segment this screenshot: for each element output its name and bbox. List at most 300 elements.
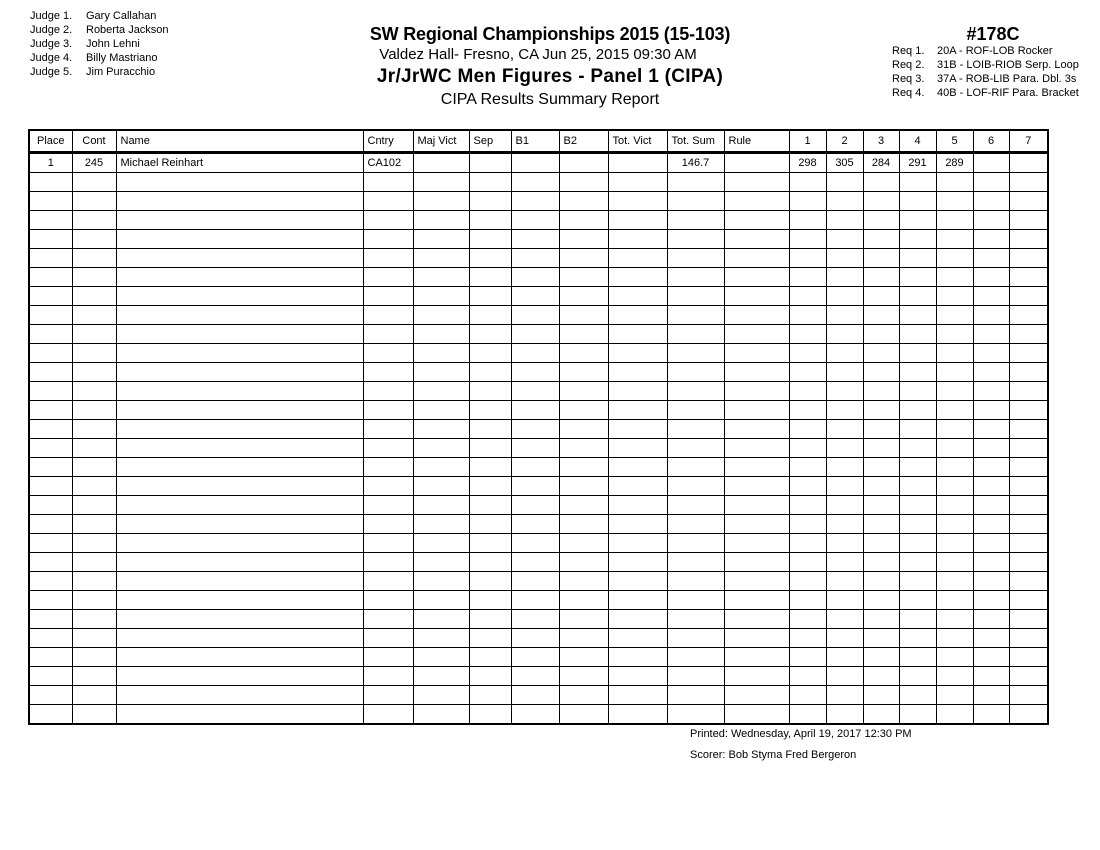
table-cell — [469, 230, 511, 249]
table-cell — [667, 686, 724, 705]
table-cell — [511, 648, 559, 667]
table-cell — [413, 306, 469, 325]
table-cell — [899, 629, 936, 648]
table-cell — [936, 686, 973, 705]
table-cell — [469, 401, 511, 420]
table-cell — [469, 686, 511, 705]
table-cell — [363, 382, 413, 401]
table-cell — [899, 686, 936, 705]
table-cell — [29, 306, 72, 325]
table-cell — [899, 458, 936, 477]
table-cell — [116, 477, 363, 496]
table-cell — [72, 306, 116, 325]
table-cell — [413, 648, 469, 667]
table-cell — [1009, 287, 1048, 306]
table-cell — [363, 344, 413, 363]
table-cell — [29, 648, 72, 667]
table-cell — [789, 230, 826, 249]
empty-table-row — [29, 192, 1048, 211]
table-cell — [936, 382, 973, 401]
table-cell — [899, 211, 936, 230]
table-cell — [608, 439, 667, 458]
table-cell — [826, 325, 863, 344]
table-cell — [899, 401, 936, 420]
table-cell — [826, 477, 863, 496]
table-cell — [936, 572, 973, 591]
table-cell — [511, 572, 559, 591]
table-cell — [29, 230, 72, 249]
table-cell — [1009, 458, 1048, 477]
table-cell — [863, 515, 899, 534]
requirement-value: 40B - LOF-RIF Para. Bracket — [937, 87, 1079, 99]
table-cell — [413, 192, 469, 211]
table-cell — [413, 667, 469, 686]
table-cell: 245 — [72, 153, 116, 173]
table-cell — [413, 496, 469, 515]
table-cell — [973, 648, 1009, 667]
table-cell — [973, 363, 1009, 382]
table-cell — [936, 629, 973, 648]
table-cell — [608, 667, 667, 686]
table-cell — [1009, 230, 1048, 249]
table-cell — [863, 496, 899, 515]
table-cell — [469, 382, 511, 401]
table-cell — [363, 610, 413, 629]
table-cell — [72, 249, 116, 268]
table-cell — [559, 629, 608, 648]
table-cell — [863, 192, 899, 211]
table-cell — [863, 401, 899, 420]
table-cell — [413, 610, 469, 629]
table-cell — [72, 591, 116, 610]
empty-table-row — [29, 515, 1048, 534]
table-cell — [973, 344, 1009, 363]
table-cell — [608, 477, 667, 496]
table-cell — [724, 363, 789, 382]
table-cell — [363, 458, 413, 477]
table-cell — [72, 287, 116, 306]
table-cell — [863, 249, 899, 268]
table-cell — [667, 477, 724, 496]
table-cell — [724, 439, 789, 458]
table-cell — [863, 344, 899, 363]
table-cell: 305 — [826, 153, 863, 173]
table-cell — [559, 192, 608, 211]
table-cell — [789, 667, 826, 686]
table-cell — [667, 192, 724, 211]
table-cell — [724, 211, 789, 230]
table-cell — [936, 325, 973, 344]
empty-table-row — [29, 344, 1048, 363]
table-cell — [363, 420, 413, 439]
table-cell — [973, 287, 1009, 306]
column-header: 7 — [1009, 130, 1048, 153]
table-cell — [863, 420, 899, 439]
table-cell — [724, 515, 789, 534]
column-header: B1 — [511, 130, 559, 153]
table-cell — [899, 439, 936, 458]
requirement-value: 20A - ROF-LOB Rocker — [937, 45, 1053, 57]
table-cell — [608, 705, 667, 725]
table-cell — [667, 363, 724, 382]
table-cell — [789, 192, 826, 211]
table-cell — [863, 610, 899, 629]
table-cell — [789, 705, 826, 725]
table-cell — [789, 496, 826, 515]
table-cell — [469, 705, 511, 725]
table-cell — [29, 629, 72, 648]
table-cell — [826, 249, 863, 268]
table-cell — [826, 420, 863, 439]
table-cell — [413, 515, 469, 534]
table-cell — [789, 249, 826, 268]
table-cell — [413, 268, 469, 287]
empty-table-row — [29, 477, 1048, 496]
judge-label: Judge 5. — [30, 66, 73, 78]
table-cell — [116, 439, 363, 458]
table-cell — [511, 325, 559, 344]
table-cell — [559, 572, 608, 591]
table-cell — [559, 439, 608, 458]
table-cell — [559, 363, 608, 382]
table-cell — [72, 344, 116, 363]
table-cell — [899, 420, 936, 439]
table-cell — [413, 363, 469, 382]
table-cell — [469, 591, 511, 610]
table-cell — [936, 648, 973, 667]
table-cell — [511, 496, 559, 515]
table-cell — [899, 534, 936, 553]
table-cell — [1009, 401, 1048, 420]
table-cell — [29, 534, 72, 553]
table-cell — [899, 591, 936, 610]
table-cell — [72, 534, 116, 553]
judge-entry — [30, 51, 169, 65]
table-cell — [973, 439, 1009, 458]
judge-entry — [30, 65, 169, 79]
table-cell — [1009, 667, 1048, 686]
table-cell — [511, 382, 559, 401]
table-cell — [469, 515, 511, 534]
table-cell — [667, 420, 724, 439]
table-cell — [667, 211, 724, 230]
table-cell — [72, 420, 116, 439]
table-cell — [973, 325, 1009, 344]
table-cell — [724, 496, 789, 515]
table-cell — [724, 325, 789, 344]
table-cell — [667, 439, 724, 458]
table-cell — [936, 344, 973, 363]
table-cell — [116, 591, 363, 610]
table-cell — [413, 629, 469, 648]
venue-datetime: Valdez Hall- Fresno, CA Jun 25, 2015 09:30 AM — [379, 46, 697, 63]
table-cell — [116, 667, 363, 686]
empty-table-row — [29, 686, 1048, 705]
table-cell — [667, 287, 724, 306]
table-cell — [826, 591, 863, 610]
judge-label: Judge 2. — [30, 24, 73, 36]
table-cell — [116, 648, 363, 667]
table-cell — [863, 363, 899, 382]
table-cell — [789, 572, 826, 591]
table-cell — [511, 268, 559, 287]
table-cell — [1009, 363, 1048, 382]
table-cell — [72, 173, 116, 192]
table-cell — [363, 686, 413, 705]
table-cell — [469, 458, 511, 477]
table-cell — [826, 173, 863, 192]
column-header: Sep — [469, 130, 511, 153]
table-cell — [789, 306, 826, 325]
table-cell — [608, 153, 667, 173]
table-cell — [29, 458, 72, 477]
table-cell — [511, 173, 559, 192]
table-cell — [863, 268, 899, 287]
table-cell — [29, 515, 72, 534]
table-cell — [863, 629, 899, 648]
table-cell — [789, 553, 826, 572]
table-cell — [724, 686, 789, 705]
table-cell — [1009, 382, 1048, 401]
table-cell — [413, 553, 469, 572]
judge-name: Gary Callahan — [86, 10, 157, 22]
table-cell — [1009, 705, 1048, 725]
table-cell — [511, 477, 559, 496]
table-cell — [973, 629, 1009, 648]
competition-title: SW Regional Championships 2015 (15-103) — [369, 24, 731, 44]
table-cell — [29, 325, 72, 344]
table-cell — [608, 325, 667, 344]
table-cell — [936, 458, 973, 477]
table-cell — [789, 648, 826, 667]
table-cell — [899, 344, 936, 363]
table-cell — [826, 610, 863, 629]
table-cell — [789, 686, 826, 705]
table-cell — [1009, 686, 1048, 705]
table-cell — [973, 230, 1009, 249]
table-cell — [363, 211, 413, 230]
table-cell — [511, 401, 559, 420]
table-cell — [116, 268, 363, 287]
table-cell — [936, 705, 973, 725]
table-cell — [363, 268, 413, 287]
table-cell — [413, 705, 469, 725]
table-cell: 289 — [936, 153, 973, 173]
table-cell — [936, 534, 973, 553]
table-cell — [469, 439, 511, 458]
table-cell — [789, 401, 826, 420]
table-cell — [29, 192, 72, 211]
table-cell — [1009, 173, 1048, 192]
table-cell — [973, 705, 1009, 725]
table-cell — [936, 591, 973, 610]
table-cell — [789, 344, 826, 363]
table-cell — [72, 629, 116, 648]
table-cell — [789, 287, 826, 306]
table-cell — [826, 363, 863, 382]
table-cell — [559, 230, 608, 249]
table-cell — [559, 382, 608, 401]
table-cell — [826, 686, 863, 705]
column-header: Maj Vict — [413, 130, 469, 153]
table-cell — [899, 325, 936, 344]
table-cell — [608, 363, 667, 382]
table-cell — [1009, 534, 1048, 553]
table-cell — [789, 629, 826, 648]
table-cell — [469, 477, 511, 496]
judge-label: Judge 1. — [30, 10, 73, 22]
table-cell — [667, 610, 724, 629]
table-cell — [667, 173, 724, 192]
table-cell — [789, 534, 826, 553]
table-cell — [29, 287, 72, 306]
table-cell — [899, 268, 936, 287]
table-cell — [936, 249, 973, 268]
empty-table-row — [29, 610, 1048, 629]
table-cell — [826, 401, 863, 420]
table-cell — [559, 705, 608, 725]
table-cell — [1009, 477, 1048, 496]
table-cell — [72, 268, 116, 287]
table-cell — [469, 496, 511, 515]
table-cell — [511, 439, 559, 458]
table-cell — [511, 153, 559, 173]
table-cell — [826, 496, 863, 515]
table-cell — [559, 496, 608, 515]
table-cell — [826, 648, 863, 667]
table-cell — [116, 401, 363, 420]
table-cell — [29, 363, 72, 382]
table-cell — [29, 401, 72, 420]
column-header: Cntry — [363, 130, 413, 153]
table-cell — [667, 401, 724, 420]
table-cell — [363, 173, 413, 192]
table-cell — [667, 648, 724, 667]
table-cell — [116, 382, 363, 401]
table-cell: 284 — [863, 153, 899, 173]
table-cell — [608, 249, 667, 268]
table-cell — [363, 572, 413, 591]
table-cell — [826, 192, 863, 211]
table-cell — [1009, 325, 1048, 344]
table-cell — [413, 458, 469, 477]
table-cell — [826, 667, 863, 686]
table-cell — [608, 629, 667, 648]
table-cell — [789, 515, 826, 534]
requirement-entry — [892, 58, 1079, 72]
table-cell — [1009, 439, 1048, 458]
table-cell — [826, 230, 863, 249]
table-cell — [724, 287, 789, 306]
table-cell — [413, 173, 469, 192]
empty-table-row — [29, 439, 1048, 458]
table-cell — [559, 153, 608, 173]
empty-table-row — [29, 591, 1048, 610]
table-cell — [608, 268, 667, 287]
table-cell — [29, 686, 72, 705]
table-cell — [724, 572, 789, 591]
table-cell — [724, 477, 789, 496]
table-cell — [72, 439, 116, 458]
table-cell: 298 — [789, 153, 826, 173]
empty-table-row — [29, 306, 1048, 325]
table-cell — [29, 477, 72, 496]
table-cell — [724, 667, 789, 686]
table-cell — [72, 553, 116, 572]
table-cell — [413, 572, 469, 591]
table-cell — [608, 173, 667, 192]
table-cell — [511, 420, 559, 439]
table-cell — [559, 686, 608, 705]
table-cell — [29, 610, 72, 629]
table-cell — [72, 648, 116, 667]
table-cell — [559, 306, 608, 325]
table-cell — [667, 667, 724, 686]
table-cell — [667, 230, 724, 249]
table-cell — [724, 705, 789, 725]
empty-table-row — [29, 572, 1048, 591]
table-cell — [608, 610, 667, 629]
column-header: 4 — [899, 130, 936, 153]
column-header: 5 — [936, 130, 973, 153]
table-header-row — [29, 130, 1048, 153]
table-cell — [72, 230, 116, 249]
empty-table-row — [29, 496, 1048, 515]
table-cell — [789, 268, 826, 287]
column-header: 6 — [973, 130, 1009, 153]
table-cell — [1009, 591, 1048, 610]
table-cell — [116, 686, 363, 705]
table-cell — [469, 667, 511, 686]
table-cell — [1009, 629, 1048, 648]
judge-entry — [30, 37, 169, 51]
table-cell — [724, 153, 789, 173]
results-table — [28, 129, 1049, 725]
table-cell — [559, 287, 608, 306]
table-cell — [936, 268, 973, 287]
table-cell — [72, 686, 116, 705]
table-cell — [1009, 211, 1048, 230]
table-cell — [511, 667, 559, 686]
table-cell — [899, 496, 936, 515]
table-cell — [363, 667, 413, 686]
judge-entry — [30, 23, 169, 37]
table-cell — [511, 249, 559, 268]
table-cell — [863, 477, 899, 496]
table-cell — [413, 439, 469, 458]
table-cell — [608, 211, 667, 230]
table-cell — [469, 192, 511, 211]
table-cell — [608, 420, 667, 439]
table-cell — [116, 515, 363, 534]
table-cell — [608, 306, 667, 325]
table-cell — [1009, 344, 1048, 363]
table-cell — [863, 572, 899, 591]
table-cell — [363, 629, 413, 648]
table-cell — [936, 230, 973, 249]
table-cell — [826, 211, 863, 230]
table-cell — [72, 382, 116, 401]
table-cell — [511, 192, 559, 211]
column-header: Tot. Vict — [608, 130, 667, 153]
requirement-label: Req 3. — [892, 73, 925, 85]
table-cell — [899, 667, 936, 686]
table-cell — [511, 553, 559, 572]
table-cell — [789, 420, 826, 439]
table-cell — [511, 344, 559, 363]
table-cell — [29, 173, 72, 192]
table-cell — [936, 287, 973, 306]
